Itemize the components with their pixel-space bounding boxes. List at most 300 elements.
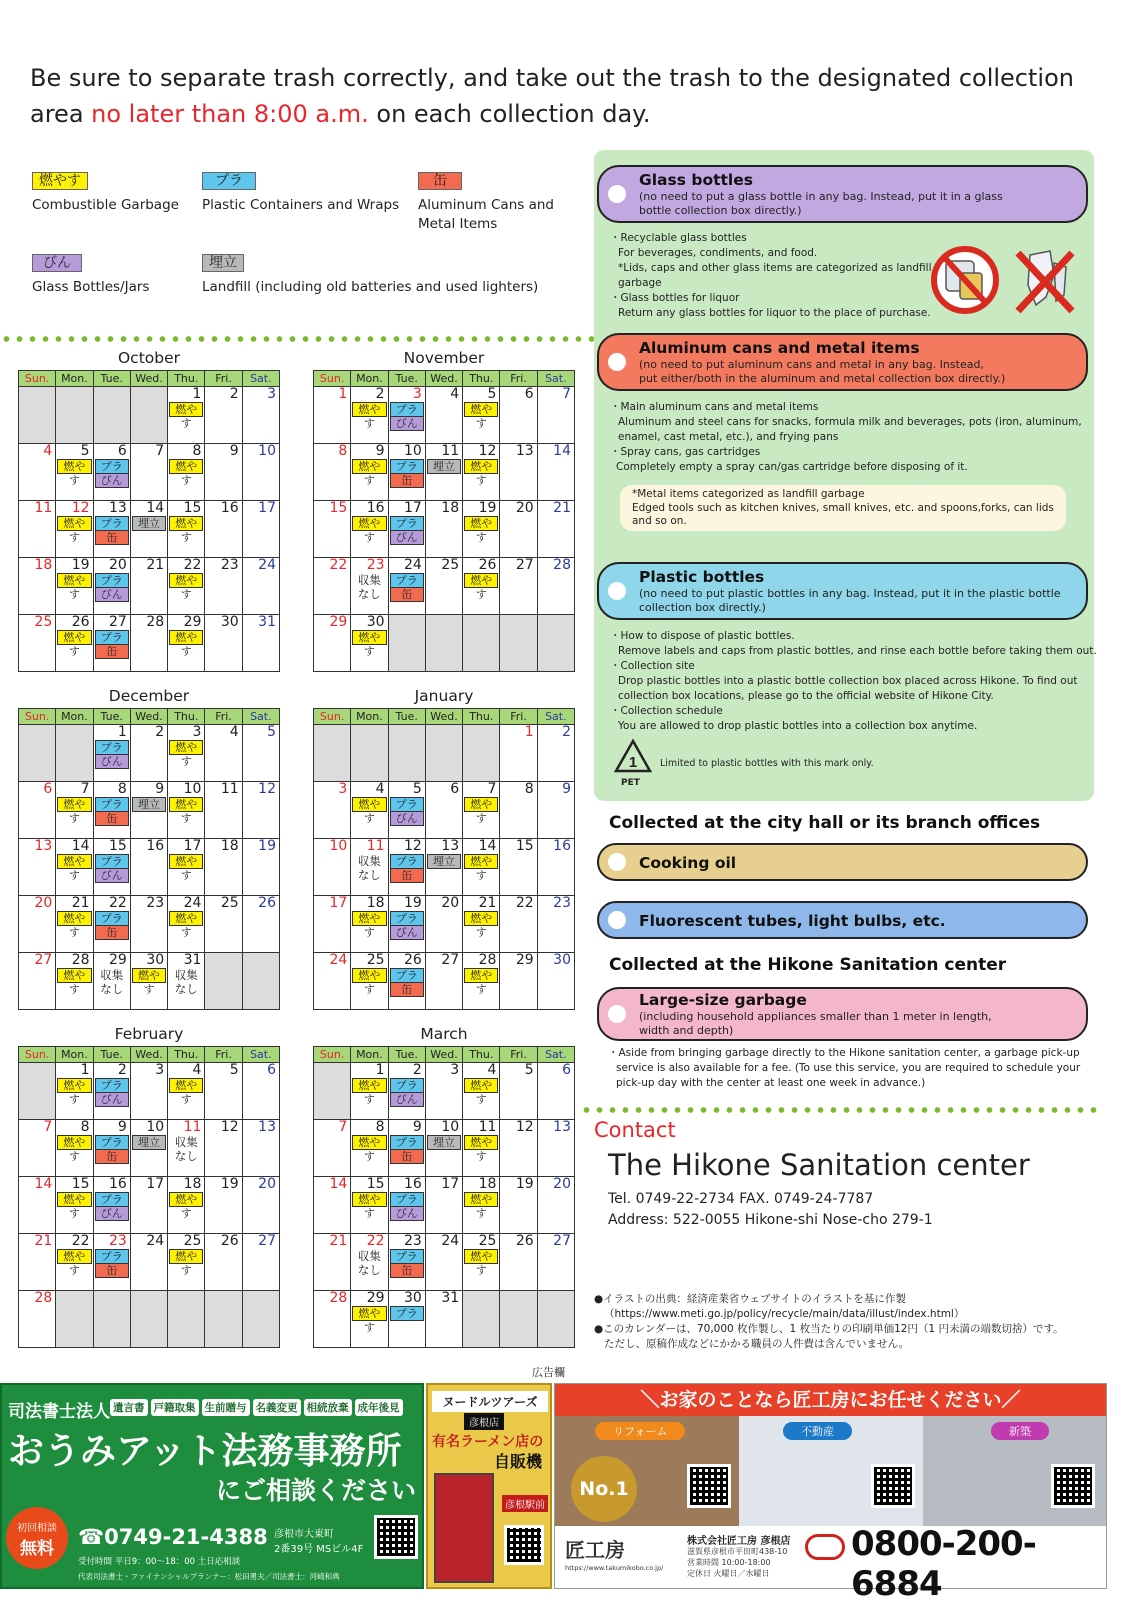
ad1-addr-1: 彦根市大東町: [274, 1529, 334, 1540]
day-number: 26: [220, 1233, 239, 1249]
day-number: 2: [117, 1062, 127, 1078]
collection-tag: 缶: [390, 868, 424, 883]
day-number: 24: [329, 952, 348, 968]
legend-plastic: [202, 170, 399, 215]
calendar-march: [313, 1024, 575, 1348]
intro-line2-pre: area: [30, 100, 92, 128]
day-number: 4: [43, 443, 53, 459]
calendar-day: [243, 444, 280, 501]
glass-line: *Lids, caps and other glass items are categorized as landfill: [618, 262, 932, 274]
ad1-tags: [110, 1399, 403, 1416]
calendar-day: [56, 782, 93, 839]
collection-tag: 燃やす: [169, 459, 203, 474]
collection-tag: びん: [95, 587, 129, 602]
day-number: 10: [329, 838, 348, 854]
calendar-day: [131, 444, 168, 501]
day-number: 20: [109, 557, 127, 573]
collection-tag: びん: [95, 868, 129, 883]
calendar-day: [56, 1177, 93, 1234]
day-number: 13: [441, 838, 460, 854]
calendar-day: [19, 1120, 56, 1177]
calendar-day: [56, 953, 93, 1010]
calendar-day: [351, 1234, 388, 1291]
calendar-week: [19, 444, 280, 501]
calendar-december: [18, 686, 280, 1010]
day-number: 18: [478, 1176, 497, 1192]
calendar-day: [538, 782, 575, 839]
calendar-day: [538, 953, 575, 1010]
calendar-week: [19, 1120, 280, 1177]
calendar-empty-cell: [500, 615, 537, 672]
vending-machine-icon: [434, 1473, 494, 1583]
calendar-day: [205, 501, 242, 558]
calendar-empty-cell: [56, 1291, 93, 1348]
calendar-day: [94, 725, 131, 782]
day-number: 17: [329, 895, 348, 911]
calendar-day: [243, 1177, 280, 1234]
day-number: 12: [220, 1119, 239, 1135]
calendar-week: [19, 1234, 280, 1291]
day-number: 8: [117, 781, 127, 797]
day-number: 28: [553, 557, 571, 573]
collection-tag: 燃やす: [169, 1192, 203, 1207]
calendar-day: [463, 1177, 500, 1234]
calendar-day: [314, 896, 351, 953]
no-broken-glass-icon: [1010, 245, 1080, 317]
calendar-day: [19, 1291, 56, 1348]
no-collection-label: なし: [100, 982, 124, 996]
calendar-day: [168, 782, 205, 839]
day-number: 23: [109, 1233, 127, 1249]
calendar-week: [19, 1177, 280, 1234]
calendar-week: [19, 896, 280, 953]
collection-tag: びん: [390, 416, 424, 431]
day-number: 7: [338, 1119, 348, 1135]
pet-line: Remove labels and caps from plastic bottles, and rinse each bottle before taking them out.: [618, 645, 1097, 657]
weekday-header: Thu.: [463, 709, 500, 725]
collection-tag: プラ: [95, 1135, 129, 1150]
calendar-empty-cell: [243, 953, 280, 1010]
aluminum-line: ・Spray cans, gas cartridges: [610, 446, 761, 458]
day-number: 15: [366, 1176, 385, 1192]
weekday-header: Mon.: [351, 371, 388, 387]
weekday-header: Thu.: [168, 709, 205, 725]
weekday-header: Sun.: [19, 1047, 56, 1063]
calendar-day: [500, 839, 537, 896]
cityhall-heading: Collected at the city hall or its branch offices: [609, 813, 1041, 833]
day-number: 13: [553, 1119, 571, 1135]
day-number: 5: [487, 386, 497, 402]
no-collection-label: 収集: [174, 968, 198, 982]
no-collection-label: 収集: [174, 1135, 198, 1149]
calendar-week: [314, 839, 575, 896]
calendar-day: [426, 782, 463, 839]
calendar-day: [205, 444, 242, 501]
weekday-header: Wed.: [131, 1047, 168, 1063]
day-number: 2: [155, 724, 165, 740]
ad3-freedial: 0800-200-6884: [851, 1524, 1036, 1604]
day-number: 5: [80, 443, 90, 459]
calendar-empty-cell: [131, 1291, 168, 1348]
calendar-day: [314, 953, 351, 1010]
collection-tag: 燃やす: [169, 573, 203, 588]
calendar-empty-cell: [19, 387, 56, 444]
calendar-day: [389, 558, 426, 615]
calendar-empty-cell: [314, 1063, 351, 1120]
day-number: 6: [267, 1062, 276, 1078]
calendar-day: [426, 1177, 463, 1234]
day-number: 5: [267, 724, 276, 740]
day-number: 26: [258, 895, 276, 911]
glass-line: Return any glass bottles for liquor to the place of purchase.: [618, 307, 931, 319]
weekday-header: Sat.: [538, 709, 575, 725]
weekday-header: Fri.: [205, 709, 242, 725]
day-number: 9: [155, 781, 165, 797]
bullet-dot-icon: [608, 185, 626, 203]
weekday-header: Tue.: [94, 1047, 131, 1063]
day-number: 22: [366, 1233, 385, 1249]
calendar-day: [131, 782, 168, 839]
day-number: 27: [258, 1233, 276, 1249]
plastic-bottles-pill: [597, 562, 1088, 620]
weekday-header: Sat.: [243, 371, 280, 387]
calendar-empty-cell: [463, 725, 500, 782]
calendar-day: [538, 1063, 575, 1120]
ad3-tab-newbuild: 新築: [991, 1422, 1049, 1440]
collection-tag: 缶: [95, 530, 129, 545]
day-number: 23: [553, 895, 571, 911]
weekday-header: Wed.: [426, 709, 463, 725]
day-number: 29: [183, 614, 202, 630]
calendar-month-title: January: [414, 687, 474, 705]
collection-tag: プラ: [95, 1192, 129, 1207]
day-number: 11: [34, 500, 53, 516]
collection-tag: 燃やす: [57, 854, 91, 869]
day-number: 8: [80, 1119, 90, 1135]
ad1-name: おうみアット法務事務所: [8, 1431, 402, 1472]
no-collection-label: なし: [174, 1149, 198, 1163]
ad3-company: 匠工房: [565, 1538, 625, 1562]
legend-combustible: [32, 170, 179, 215]
calendar-day: [538, 1177, 575, 1234]
day-number: 17: [183, 838, 202, 854]
no-collection-label: なし: [357, 1263, 381, 1277]
day-number: 28: [478, 952, 497, 968]
calendar-day: [168, 1177, 205, 1234]
weekday-header: Fri.: [500, 1047, 537, 1063]
no-collection-label: 収集: [357, 1249, 381, 1263]
collection-tag: 燃やす: [464, 516, 498, 531]
qr-code-icon: [504, 1525, 544, 1565]
legend-tag-bottles: びん: [32, 254, 82, 272]
collection-tag: プラ: [95, 797, 129, 812]
calendar-day: [463, 444, 500, 501]
collection-tag: 燃やす: [169, 630, 203, 645]
day-number: 7: [487, 781, 497, 797]
calendar-day: [94, 501, 131, 558]
aluminum-line: Aluminum and steel cans for snacks, formula milk and beverages, pots (iron, aluminum,: [618, 416, 1082, 428]
calendar-day: [168, 1120, 205, 1177]
calendar-day: [131, 501, 168, 558]
collection-tag: プラ: [390, 402, 424, 417]
day-number: 16: [220, 500, 239, 516]
day-number: 22: [71, 1233, 90, 1249]
calendar-week: [314, 1291, 575, 1348]
collection-tag: プラ: [390, 1306, 424, 1321]
ad1-tag: 相続放棄: [304, 1399, 352, 1416]
day-number: 12: [71, 500, 90, 516]
day-number: 23: [146, 895, 165, 911]
day-number: 22: [109, 895, 127, 911]
deadline-text: no later than 8:00 a.m.: [91, 100, 369, 128]
no-collection-label: なし: [357, 587, 381, 601]
pet-sub-1: (no need to put plastic bottles in any bag. Instead, put it in the plastic bottle: [639, 587, 1061, 600]
day-number: 3: [450, 1062, 460, 1078]
collection-tag: プラ: [390, 854, 424, 869]
collection-tag: 缶: [390, 1149, 424, 1164]
day-number: 4: [450, 386, 460, 402]
day-number: 24: [258, 557, 276, 573]
calendar-day: [19, 1234, 56, 1291]
calendar-day: [131, 839, 168, 896]
calendar-week: [19, 953, 280, 1010]
day-number: 30: [553, 952, 571, 968]
ad-section-label: 広告欄: [532, 1366, 565, 1379]
calendar-day: [463, 839, 500, 896]
day-number: 22: [515, 895, 534, 911]
collection-tag: プラ: [95, 1249, 129, 1264]
collection-tag: プラ: [390, 1192, 424, 1207]
calendar-day: [19, 839, 56, 896]
day-number: 4: [375, 781, 385, 797]
day-number: 25: [183, 1233, 202, 1249]
bullet-dot-icon: [608, 582, 626, 600]
day-number: 4: [192, 1062, 202, 1078]
day-number: 10: [441, 1119, 460, 1135]
center-heading: Collected at the Hikone Sanitation center: [609, 955, 1007, 975]
calendar-day: [243, 387, 280, 444]
calendar-day: [351, 1120, 388, 1177]
calendar-day: [500, 953, 537, 1010]
day-number: 17: [441, 1176, 460, 1192]
collection-tag: 燃やす: [464, 1135, 498, 1150]
calendar-week: [314, 1234, 575, 1291]
calendar-empty-cell: [389, 615, 426, 672]
calendar-day: [463, 953, 500, 1010]
collection-tag: 燃やす: [464, 1249, 498, 1264]
day-number: 10: [258, 443, 276, 459]
collection-tag: 燃やす: [352, 1135, 386, 1150]
calendar-day: [389, 1234, 426, 1291]
calendar-day: [426, 896, 463, 953]
aluminum-sub-1: (no need to put aluminum cans and metal in any bag. Instead,: [639, 358, 984, 371]
day-number: 5: [229, 1062, 239, 1078]
glass-line: ・Glass bottles for liquor: [610, 292, 740, 304]
qr-code-icon: [687, 1464, 731, 1508]
calendar-empty-cell: [426, 725, 463, 782]
calendar-empty-cell: [243, 1291, 280, 1348]
day-number: 9: [412, 1119, 422, 1135]
collection-tag: プラ: [390, 573, 424, 588]
pet-line: ・How to dispose of plastic bottles.: [610, 630, 795, 642]
calendar-empty-cell: [426, 615, 463, 672]
calendar-day: [94, 444, 131, 501]
divider-dots-contact: [580, 1107, 1103, 1113]
calendar-day: [205, 896, 242, 953]
footnotes: [594, 1292, 1094, 1352]
day-number: 18: [34, 557, 53, 573]
calendar-february: [18, 1024, 280, 1348]
calendar-day: [538, 839, 575, 896]
calendar-day: [94, 1063, 131, 1120]
aluminum-cans-pill: [597, 333, 1088, 391]
collection-tag: 燃やす: [57, 1078, 91, 1093]
intro-text: [30, 60, 1100, 132]
day-number: 1: [117, 724, 127, 740]
day-number: 15: [329, 500, 348, 516]
calendar-day: [426, 387, 463, 444]
calendar-day: [463, 1234, 500, 1291]
weekday-header: Thu.: [168, 371, 205, 387]
collection-tag: 缶: [95, 811, 129, 826]
legend-tag-cans: 缶: [418, 172, 462, 190]
day-number: 14: [146, 500, 165, 516]
ad1-sub: にご相談ください: [216, 1476, 417, 1505]
day-number: 14: [553, 443, 571, 459]
day-number: 21: [553, 500, 571, 516]
calendar-day: [56, 444, 93, 501]
collection-tag: 埋立: [132, 797, 166, 812]
day-number: 2: [375, 386, 385, 402]
calendar-week: [314, 1177, 575, 1234]
calendar-day: [205, 1234, 242, 1291]
ad2-line1: 有名ラーメン店の: [432, 1434, 544, 1450]
collection-tag: 燃やす: [169, 516, 203, 531]
divider-dots: [0, 336, 594, 342]
calendar-week: [19, 782, 280, 839]
day-number: 9: [375, 443, 385, 459]
day-number: 30: [146, 952, 165, 968]
day-number: 24: [441, 1233, 460, 1249]
calendar-day: [19, 782, 56, 839]
calendar-day: [19, 558, 56, 615]
legend-tag-combustible: 燃やす: [32, 172, 88, 190]
calendar-day: [243, 839, 280, 896]
collection-tag: 燃やす: [57, 911, 91, 926]
calendar-day: [168, 558, 205, 615]
day-number: 14: [71, 838, 90, 854]
calendar-day: [168, 1063, 205, 1120]
day-number: 6: [562, 1062, 571, 1078]
collection-tag: びん: [95, 754, 129, 769]
collection-tag: 燃やす: [169, 911, 203, 926]
day-number: 21: [146, 557, 165, 573]
calendar-day: [168, 501, 205, 558]
calendar-week: [19, 501, 280, 558]
calendar-day: [426, 953, 463, 1010]
calendar-january: [313, 686, 575, 1010]
weekday-header: Wed.: [426, 371, 463, 387]
calendar-day: [205, 1063, 242, 1120]
calendar-empty-cell: [463, 1291, 500, 1348]
calendar-week: [314, 953, 575, 1010]
ad1-tag: 遺言書: [110, 1399, 148, 1416]
ad2-line2: 自販機: [494, 1452, 543, 1471]
ad2-branch: 彦根店: [464, 1413, 504, 1430]
day-number: 22: [183, 557, 202, 573]
day-number: 17: [146, 1176, 165, 1192]
day-number: 9: [117, 1119, 127, 1135]
collection-tag: プラ: [95, 911, 129, 926]
day-number: 6: [524, 386, 534, 402]
day-number: 1: [80, 1062, 90, 1078]
calendar-day: [314, 839, 351, 896]
collection-tag: びん: [390, 811, 424, 826]
legend-bottles: [32, 252, 149, 297]
calendar-day: [389, 1120, 426, 1177]
day-number: 3: [338, 781, 348, 797]
calendar-day: [426, 558, 463, 615]
ad1-top: 司法書士法人: [8, 1402, 110, 1422]
ad1-tag: 名義変更: [253, 1399, 301, 1416]
calendar-day: [463, 558, 500, 615]
center-line: service is also available for a fee. (To use this service, you are required to schedule your: [616, 1062, 1081, 1074]
collection-tag: 燃やす: [57, 1135, 91, 1150]
day-number: 15: [109, 838, 127, 854]
calendar-day: [94, 896, 131, 953]
ad1-phone: ☎0749-21-4388: [78, 1525, 268, 1549]
day-number: 15: [71, 1176, 90, 1192]
day-number: 21: [329, 1233, 348, 1249]
collection-tag: 缶: [95, 925, 129, 940]
day-number: 2: [229, 386, 239, 402]
calendar-day: [205, 1120, 242, 1177]
calendar-month-title: November: [403, 349, 485, 367]
day-number: 18: [183, 1176, 202, 1192]
calendar-day: [131, 1234, 168, 1291]
calendar-day: [314, 558, 351, 615]
collection-tag: 燃やす: [352, 1306, 386, 1321]
calendar-day: [243, 501, 280, 558]
day-number: 20: [258, 1176, 276, 1192]
qr-code-icon: [374, 1515, 418, 1559]
collection-tag: 燃やす: [57, 1192, 91, 1207]
calendar-day: [19, 444, 56, 501]
day-number: 11: [220, 781, 239, 797]
note-line: Edged tools such as kitchen knives, small knives, etc. and spoons,forks, can lids: [632, 501, 1054, 514]
collection-tag: 缶: [390, 982, 424, 997]
calendar-week: [19, 558, 280, 615]
note-line: *Metal items categorized as landfill garbage: [632, 488, 865, 500]
collection-tag: 埋立: [427, 1135, 461, 1150]
calendar-empty-cell: [56, 725, 93, 782]
collection-tag: プラ: [95, 573, 129, 588]
calendar-day: [243, 896, 280, 953]
cooking-oil-pill: [597, 843, 1088, 881]
calendar-day: [351, 839, 388, 896]
calendar-day: [351, 782, 388, 839]
day-number: 5: [412, 781, 422, 797]
collection-tag: 燃やす: [352, 968, 386, 983]
weekday-header: Wed.: [131, 709, 168, 725]
calendar-month-title: March: [420, 1025, 468, 1043]
no-collection-label: 収集: [357, 573, 381, 587]
collection-tag: 缶: [95, 1263, 129, 1278]
collection-tag: 埋立: [132, 516, 166, 531]
collection-tag: 缶: [95, 1149, 129, 1164]
collection-tag: 燃やす: [464, 968, 498, 983]
legend-desc-cans-2: Metal Items: [418, 216, 498, 232]
